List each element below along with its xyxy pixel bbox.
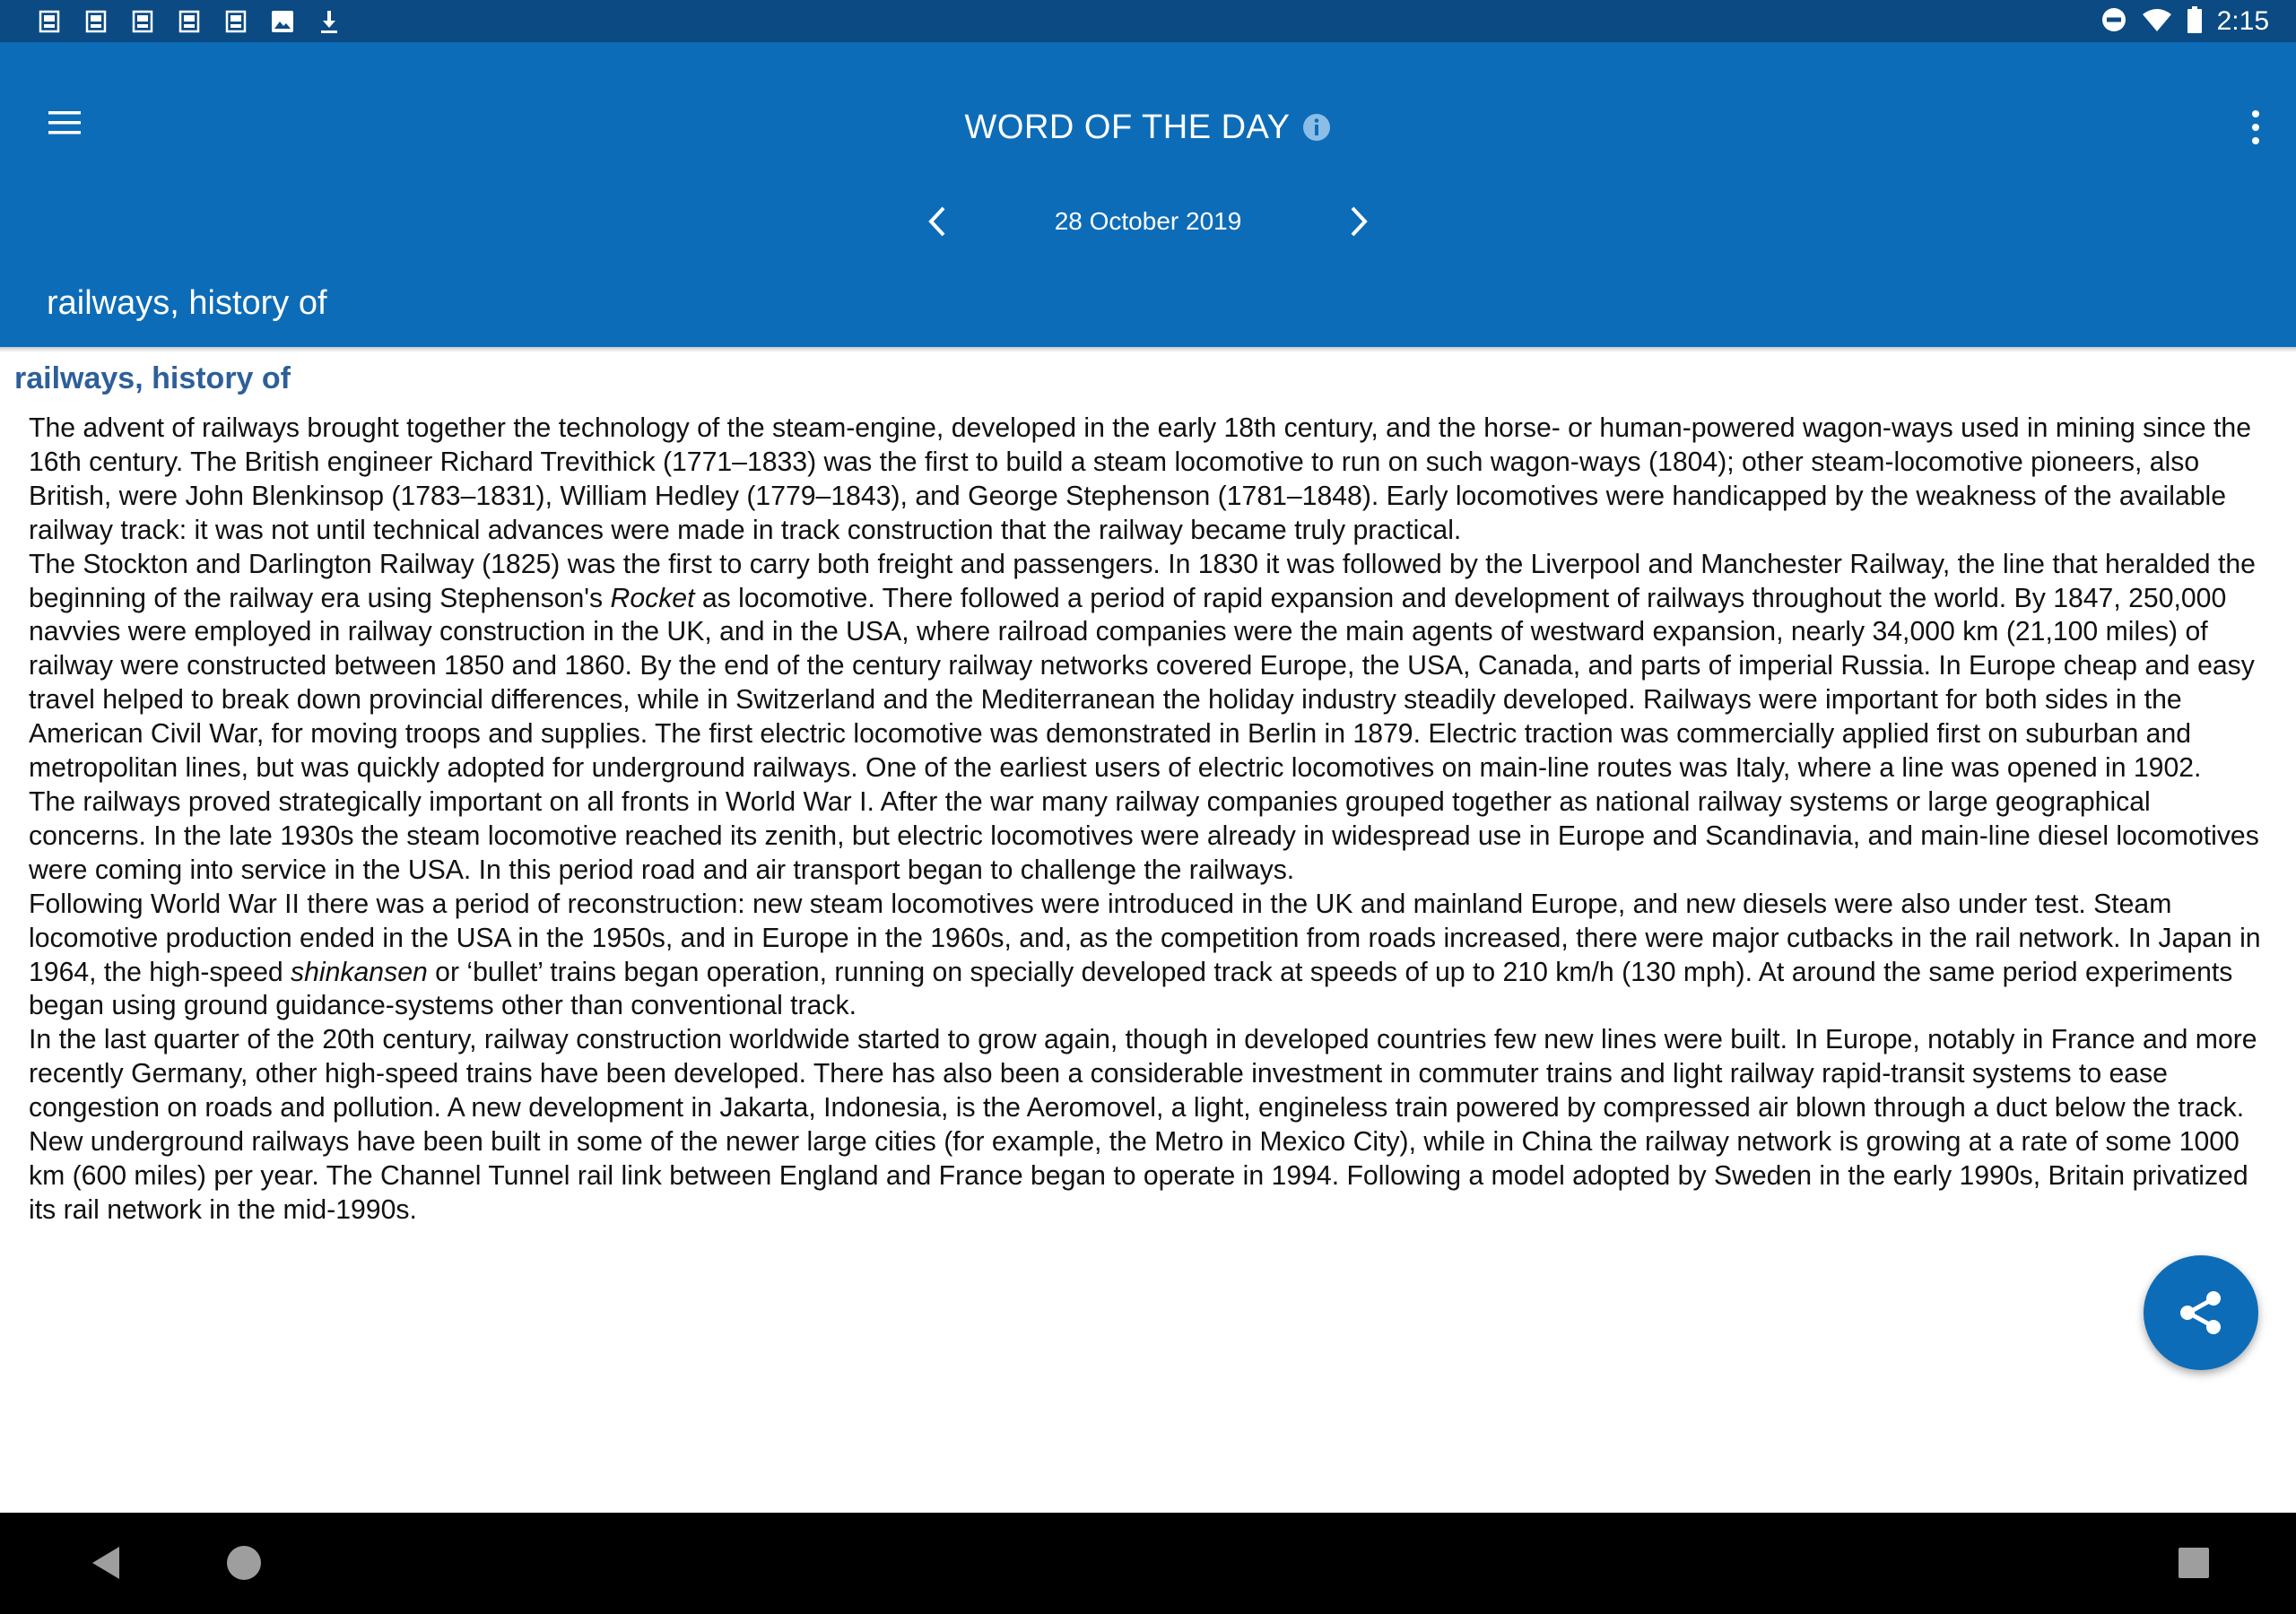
share-icon (2176, 1288, 2226, 1338)
italic-term: shinkansen (291, 957, 428, 987)
system-status (2100, 4, 2269, 39)
entry-paragraph (29, 785, 2271, 888)
image-icon (269, 8, 296, 35)
system-navigation-bar (0, 1513, 2296, 1614)
previous-day-button[interactable] (910, 195, 964, 248)
status-clock: 2:15 (2216, 6, 2269, 36)
info-icon[interactable] (1302, 113, 1331, 142)
recents-square-icon (2178, 1547, 2210, 1579)
app-title-group (0, 96, 2296, 159)
battery-icon (2187, 6, 2203, 38)
wifi-icon (2142, 7, 2172, 37)
share-button[interactable] (2144, 1255, 2258, 1370)
app-title: WORD OF THE DAY (964, 108, 1291, 146)
gallery-notification-icon (222, 8, 249, 35)
paragraph-text: In the last quarter of the 20th century, railway construction worldwide started to grow again, though in developed countries few new lines were built. In Europe, notably in France and more recently Germany, other high-speed trains have been developed. There has also been a considerable investment in commuter trains and light railway rapid-transit systems to ease congestion on roads and pollution. A new development in Jakarta, Indonesia, is the Aeromovel, a light, engineless train powered by compressed air blown through a duct below the track. New underground railways have been built in some of the newer large cities (for example, the Metro in Mexico City), while in China the railway network is growing at a rate of some 1000 km (600 miles) per year. The Channel Tunnel rail link between England and France began to operate in 1994. Following a model adopted by Sweden in the early 1990s, Britain privatized its rail network in the mid-1990s. (29, 1025, 2257, 1225)
entry-content (0, 352, 2296, 1513)
recents-button[interactable] (2167, 1536, 2221, 1590)
overflow-menu-button[interactable] (2224, 96, 2287, 159)
entry-paragraph (29, 548, 2271, 785)
paragraph-text: or ‘bullet’ trains began operation, running on specially developed track at speeds of up to 210 km/h (130 mph). At around the same period experiments began using ground guidance-systems other than conventional track. (29, 957, 2233, 1021)
paragraph-text: The Stockton and Darlington Railway (1825) was the first to carry both freight and passengers. In 1830 it was followed by the Liverpool and Manchester Railway, the line that heralded the beginning of the railway era using Stephenson's (29, 549, 2256, 613)
entry-paragraph (29, 1023, 2271, 1227)
date-navigator (0, 195, 2296, 248)
current-date: 28 October 2019 (1054, 207, 1242, 235)
app-bar (0, 42, 2296, 347)
paragraph-text: The advent of railways brought together the technology of the steam-engine, developed in the early 18th century, and the horse- or human-powered wagon-ways used in mining since the 16th century. The British engineer Richard Trevithick (1771–1833) was the first to build a steam locomotive to run on such wagon-ways (1804); other steam-locomotive pioneers, also British, were John Blenkinsop (1783–1831), William Hedley (1779–1843), and George Stephenson (1781–1848). Early locomotives were handicapped by the weakness of the available railway track: it was not until technical advances were made in track construction that the railway became truly practical. (29, 413, 2251, 545)
do-not-disturb-icon (2100, 6, 2127, 38)
italic-term: Rocket (610, 583, 695, 613)
entry-paragraph (29, 888, 2271, 1024)
download-icon (316, 8, 343, 35)
paragraph-text: The railways proved strategically important on all fronts in World War I. After the war many railway companies grouped together as national railway systems or large geographical concerns. In the late 1930s the steam locomotive reached its zenith, but electric locomotives were already in widespread use in Europe and Scandinavia, and main-line diesel locomotives were coming into service in the USA. In this period road and air transport began to challenge the railways. (29, 786, 2259, 885)
back-triangle-icon (90, 1545, 122, 1581)
next-day-button[interactable] (1332, 195, 1386, 248)
gallery-notification-icon (83, 8, 109, 35)
entry-paragraph (29, 412, 2271, 548)
gallery-notification-icon (36, 8, 63, 35)
notification-icons (36, 7, 343, 36)
more-vertical-icon (2250, 109, 2261, 145)
gallery-notification-icon (129, 8, 156, 35)
back-button[interactable] (79, 1536, 133, 1590)
chevron-left-icon (926, 205, 948, 238)
home-circle-icon (226, 1545, 262, 1581)
home-button[interactable] (217, 1536, 271, 1590)
paragraph-text: Following World War II there was a period of reconstruction: new steam locomotives were introduced in the UK and mainland Europe, and new diesels were also under test. Steam locomotive production ended in the USA in the 1950s, and in Europe in the 1960s, and, as the competition from roads increased, there were major cutbacks in the rail network. In Japan in 1964, the high-speed (29, 889, 2261, 987)
entry-heading: railways, history of (14, 361, 291, 395)
entry-body (29, 412, 2271, 1228)
paragraph-text: as locomotive. There followed a period of rapid expansion and development of railways throughout the world. By 1847, 250,000 navvies were employed in railway construction in the UK, and in the USA, where railroad companies were the main agents of westward expansion, nearly 34,000 km (21,100 miles) of railway were constructed between 1850 and 1860. By the end of the century railway networks covered Europe, the USA, Canada, and parts of imperial Russia. In Europe cheap and easy travel helped to break down provincial differences, while in Switzerland and the Mediterranean the holiday industry steadily developed. Railways were important for both sides in the American Civil War, for moving troops and supplies. The first electric locomotive was demonstrated in Berlin in 1879. Electric traction was commercially applied first on suburban and metropolitan lines, but was quickly adopted for underground railways. One of the earliest users of electric locomotives on main-line routes was Italy, where a line was opened in 1902. (29, 583, 2255, 784)
gallery-notification-icon (176, 8, 203, 35)
headword-title: railways, history of (47, 284, 327, 322)
status-bar (0, 0, 2296, 42)
chevron-right-icon (1348, 205, 1370, 238)
